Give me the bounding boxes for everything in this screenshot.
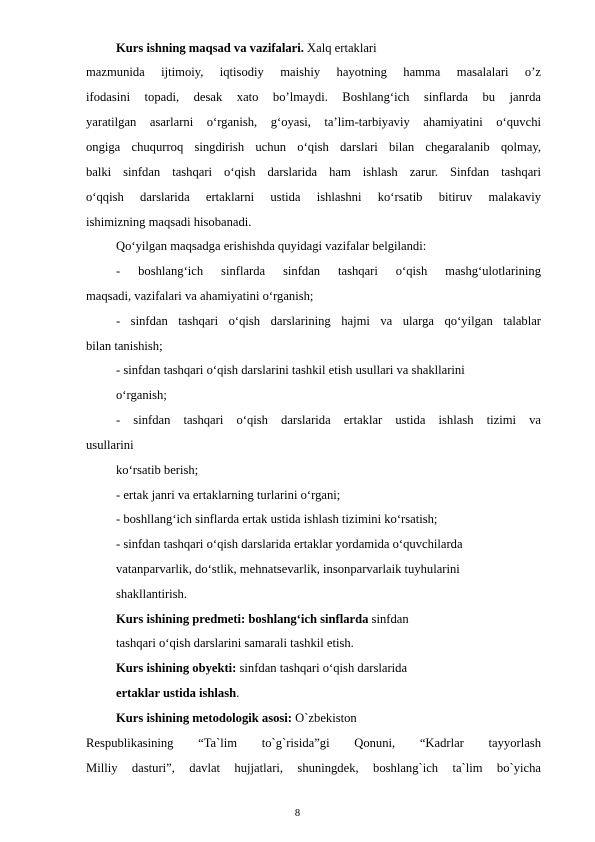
text-line [116, 40, 541, 56]
text-line: ko‘rsatib berish; [116, 463, 199, 477]
text-line: o‘qqish darslarida ertaklarni ustida ishlashni ko‘rsatib bitiruv malakaviy [86, 190, 541, 204]
text-line: usullarini [86, 438, 134, 452]
heading-object: Kurs ishining obyekti: [116, 661, 237, 675]
text-line [116, 611, 541, 627]
text-span: sinfdan tashqari o‘qish darslarida [236, 661, 408, 675]
heading-goals: Kurs ishning maqsad va vazifalari. [116, 41, 304, 55]
list-item: - sinfdan tashqari o‘qish darslarining hajmi va ularga qo‘yilgan talablar [116, 314, 541, 328]
text-line: ishimizning maqsadi hisobanadi. [86, 215, 252, 229]
text-span: Xalq ertaklari [303, 41, 377, 55]
list-item: - sinfdan tashqari o‘qish darslarida ertaklar ustida ishlash tizimi va [116, 413, 541, 427]
text-line: Qo‘yilgan maqsadga erishishda quyidagi vazifalar belgilandi: [116, 239, 427, 253]
text-line: mazmunida ijtimoiy, iqtisodiy maishiy hayotning hamma masalalari o’z [86, 65, 541, 79]
text-line: tashqari o‘qish darslarini samarali tashkil etish. [116, 636, 354, 650]
list-item: - sinfdan tashqari o‘qish darslarini tashkil etish usullari va shakllarini [116, 363, 465, 377]
list-item: - boshlang‘ich sinflarda sinfdan tashqari o‘qish mashg‘ulotlarining [116, 264, 541, 278]
list-item: - sinfdan tashqari o‘qish darslarida ertaklar yordamida o‘quvchilarda [116, 537, 463, 551]
text-line: vatanparvarlik, do‘stlik, mehnatsevarlik, insonparvarlaik tuyhularini [116, 562, 460, 576]
text-line [116, 660, 541, 676]
list-item: - ertak janri va ertaklarning turlarini o‘rgani; [116, 488, 341, 502]
text-line: o‘rganish; [116, 388, 167, 402]
text-line: ongiga chuqurroq singdirish uchun o‘qish darslari bilan chegaralanib qolmay, [86, 140, 541, 154]
bold-text: ertaklar ustida ishlash [116, 686, 237, 700]
text-line: yaratilgan asarlarni o‘rganish, g‘oyasi, ta’lim-tarbiyaviy ahamiyatini o‘quvchi [86, 115, 541, 129]
text-line: maqsadi, vazifalari va ahamiyatini o‘rganish; [86, 289, 314, 303]
heading-subject: Kurs ishining predmeti: boshlang‘ich sinflarda [116, 612, 369, 626]
text-span: sinfdan [368, 612, 409, 626]
text-line: Milliy dasturi”, davlat hujjatlari, shuningdek, boshlang`ich ta`lim bo`yicha [86, 761, 541, 775]
text-line [116, 710, 541, 726]
text-line: ifodasini topadi, desak xato bo’lmaydi. Boshlang‘ich sinflarda bu janrda [86, 90, 541, 104]
list-item: - boshllang‘ich sinflarda ertak ustida ishlash tizimini ko‘rsatish; [116, 512, 438, 526]
heading-methodology: Kurs ishining metodologik asosi: [116, 711, 292, 725]
text-span: . [236, 686, 240, 700]
text-line: Respublikasining “Ta`lim to`g`risida”gi Qonuni, “Kadrlar tayyorlash [86, 736, 541, 750]
text-line: shakllantirish. [116, 587, 188, 601]
page-number: 8 [294, 808, 301, 819]
text-line: bilan tanishish; [86, 339, 163, 353]
text-span: O`zbekiston [292, 711, 357, 725]
text-line [116, 685, 541, 701]
text-line: balki sinfdan tashqari o‘qish darslarida ham ishlash zarur. Sinfdan tashqari [86, 165, 541, 179]
